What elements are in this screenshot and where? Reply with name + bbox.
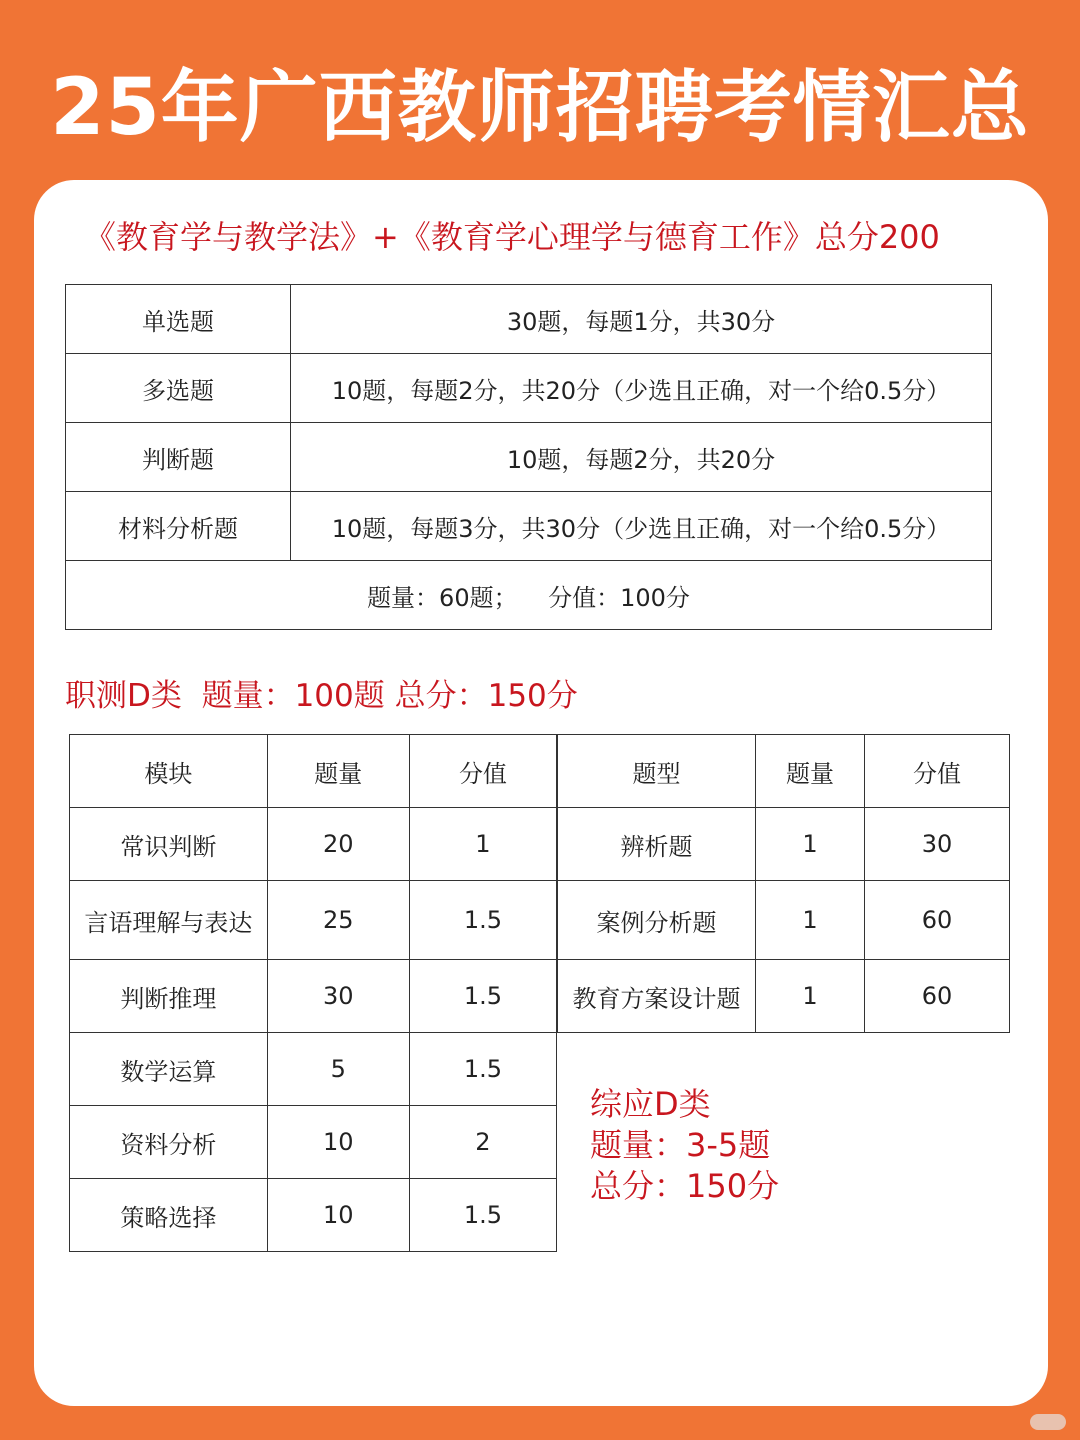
question-detail-cell: 10题，每题2分，共20分 [291, 423, 992, 492]
count-cell: 1 [756, 881, 865, 960]
count-cell: 10 [267, 1179, 409, 1252]
question-type-cell: 案例分析题 [558, 881, 756, 960]
question-detail-cell: 10题，每题2分，共20分（少选且正确，对一个给0.5分） [291, 354, 992, 423]
watermark-badge [1030, 1414, 1066, 1430]
summary-cell: 题量：60题； 分值：100分 [66, 561, 992, 630]
table-summary-row [66, 561, 992, 630]
zhice-module-table [69, 734, 557, 1252]
count-cell: 5 [267, 1033, 409, 1106]
module-cell: 资料分析 [70, 1106, 268, 1179]
count-cell: 10 [267, 1106, 409, 1179]
count-cell: 1 [756, 808, 865, 881]
section2-heading: 职测D类 题量：100题 总分：150分 [65, 678, 578, 714]
table-row [70, 960, 557, 1033]
table-row [70, 1179, 557, 1252]
module-cell: 常识判断 [70, 808, 268, 881]
score-cell: 2 [409, 1106, 556, 1179]
score-cell: 1.5 [409, 960, 556, 1033]
table-row [70, 1106, 557, 1179]
table-row [558, 881, 1010, 960]
header-module: 模块 [70, 735, 268, 808]
table-row [66, 354, 992, 423]
table-row [66, 285, 992, 354]
module-cell: 判断推理 [70, 960, 268, 1033]
score-cell: 1.5 [409, 1033, 556, 1106]
count-cell: 25 [267, 881, 409, 960]
question-type-cell: 单选题 [66, 285, 291, 354]
table-row [558, 808, 1010, 881]
question-detail-cell: 30题，每题1分，共30分 [291, 285, 992, 354]
table-row [558, 960, 1010, 1033]
table-row [66, 423, 992, 492]
question-type-cell: 辨析题 [558, 808, 756, 881]
zongying-question-table [557, 734, 1010, 1033]
exam-structure-table [65, 284, 992, 630]
module-cell: 言语理解与表达 [70, 881, 268, 960]
score-cell: 30 [865, 808, 1010, 881]
question-type-cell: 多选题 [66, 354, 291, 423]
table-row [66, 492, 992, 561]
content-card [34, 180, 1048, 1406]
table-row [70, 1033, 557, 1106]
score-cell: 60 [865, 881, 1010, 960]
table-header-row [558, 735, 1010, 808]
question-type-cell: 教育方案设计题 [558, 960, 756, 1033]
page-title: 25年广西教师招聘考情汇总 [50, 63, 1030, 153]
table-header-row [70, 735, 557, 808]
question-detail-cell: 10题，每题3分，共30分（少选且正确，对一个给0.5分） [291, 492, 992, 561]
section1-heading: 《教育学与教学法》+《教育学心理学与德育工作》总分200 [84, 218, 940, 256]
module-cell: 数学运算 [70, 1033, 268, 1106]
score-cell: 1.5 [409, 881, 556, 960]
zongying-summary [590, 1084, 779, 1207]
zongying-count: 题量：3-5题 [590, 1126, 771, 1164]
zongying-total: 总分：150分 [590, 1167, 780, 1205]
zongying-title: 综应D类 [590, 1085, 711, 1123]
question-type-cell: 材料分析题 [66, 492, 291, 561]
header-count: 题量 [267, 735, 409, 808]
header-count: 题量 [756, 735, 865, 808]
header-score: 分值 [409, 735, 556, 808]
score-cell: 1.5 [409, 1179, 556, 1252]
header-score: 分值 [865, 735, 1010, 808]
table-row [70, 808, 557, 881]
module-cell: 策略选择 [70, 1179, 268, 1252]
count-cell: 30 [267, 960, 409, 1033]
question-type-cell: 判断题 [66, 423, 291, 492]
count-cell: 1 [756, 960, 865, 1033]
score-cell: 60 [865, 960, 1010, 1033]
table-row [70, 881, 557, 960]
count-cell: 20 [267, 808, 409, 881]
score-cell: 1 [409, 808, 556, 881]
header-question-type: 题型 [558, 735, 756, 808]
